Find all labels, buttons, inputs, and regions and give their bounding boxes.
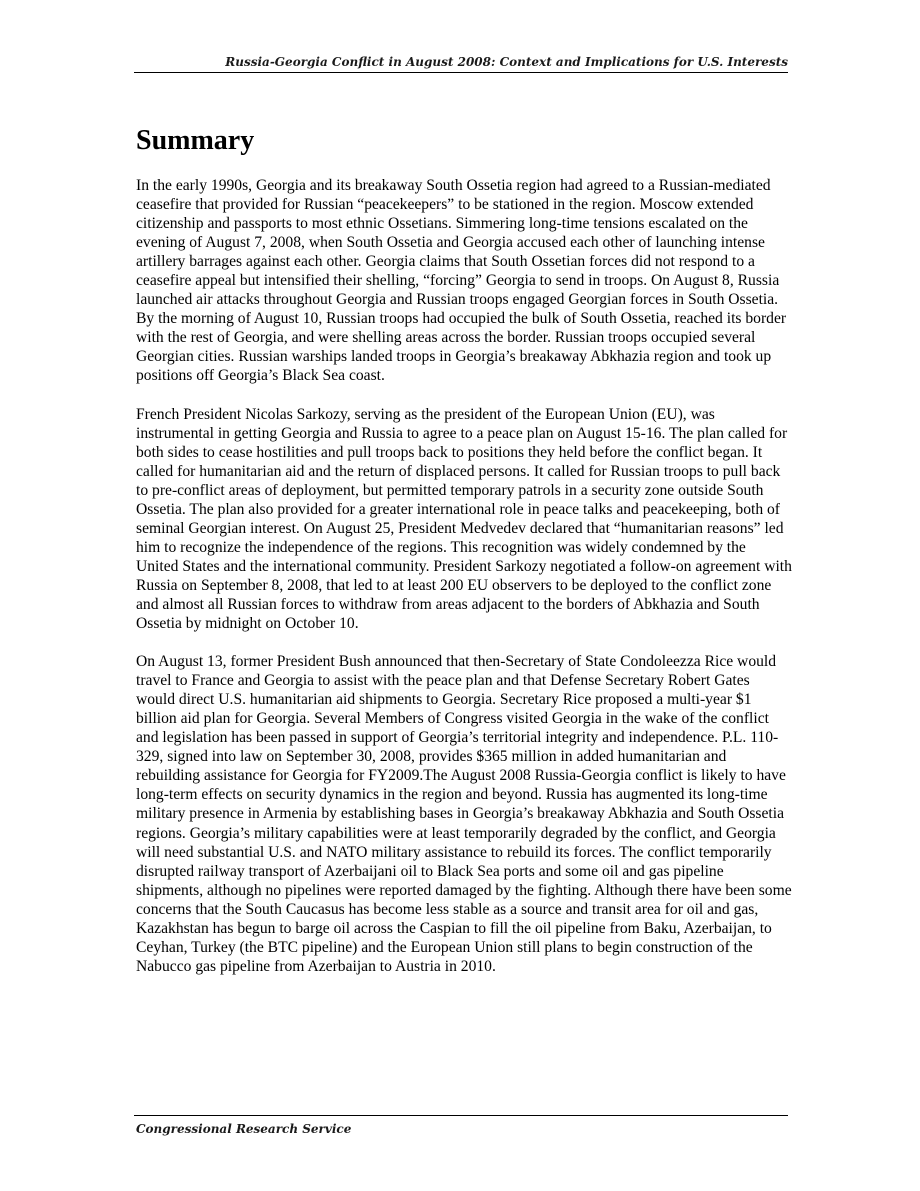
summary-paragraph-1: In the early 1990s, Georgia and its breakaway South Ossetia region had agreed to a Russian-mediated ceasefire that provided for Russian “peacekeepers” to be stationed in the region. Moscow extended citizenship and passports to most ethnic Ossetians. Simmering long-time tensions escalated on the evening of August 7, 2008, when South Ossetia and Georgia accused each other of launching intense artillery barrages against each other. Georgia claims that South Ossetian forces did not respond to a ceasefire appeal but intensified their shelling, “forcing” Georgia to send in troops. On August 8, Russia launched air attacks throughout Georgia and Russian troops engaged Georgian forces in South Ossetia. By the morning of August 10, Russian troops had occupied the bulk of South Ossetia, reached its border with the rest of Georgia, and were shelling areas across the border. Russian troops occupied several Georgian cities. Russian warships landed troops in Georgia’s breakaway Abkhazia region and took up positions off Georgia’s Black Sea coast. bbox=[136, 177, 787, 385]
summary-paragraph-3: On August 13, former President Bush announced that then-Secretary of State Condoleezza Rice would travel to France and Georgia to assist with the peace plan and that Defense Secretary Robert Gates would direct U.S. humanitarian aid shipments to Georgia. Secretary Rice proposed a multi-year $1 billion aid plan for Georgia. Several Members of Congress visited Georgia in the wake of the conflict and legislation has been passed in support of Georgia’s territorial integrity and independence. P.L. 110-329, signed into law on September 30, 2008, provides $365 million in added humanitarian and rebuilding assistance for Georgia for FY2009.The August 2008 Russia-Georgia conflict is likely to have long-term effects on security dynamics in the region and beyond. Russia has augmented its long-time military presence in Armenia by establishing bases in Georgia’s breakaway Abkhazia and South Ossetia regions. Georgia’s military capabilities were at least temporarily degraded by the conflict, and Georgia will need substantial U.S. and NATO military assistance to rebuild its forces. The conflict temporarily disrupted railway transport of Azerbaijani oil to Black Sea ports and some oil and gas pipeline shipments, although no pipelines were reported damaged by the fighting. Although there have been some concerns that the South Caucasus has become less stable as a source and transit area for oil and gas, Kazakhstan has begun to barge oil across the Caspian to fill the oil pipeline from Baku, Azerbaijan, to Ceyhan, Turkey (the BTC pipeline) and the European Union still plans to begin construction of the Nabucco gas pipeline from Azerbaijan to Austria in 2010. bbox=[136, 653, 792, 975]
running-header-title: Russia-Georgia Conflict in August 2008: Context and Implications for U.S. Interests bbox=[225, 55, 788, 69]
section-title: Summary bbox=[136, 125, 255, 156]
summary-paragraph-2: French President Nicolas Sarkozy, serving as the president of the European Union (EU), was instrumental in getting Georgia and Russia to agree to a peace plan on August 15-16. The plan called for both sides to cease hostilities and pull troops back to positions they held before the conflict began. It called for humanitarian aid and the return of displaced persons. It called for Russian troops to pull back to pre-conflict areas of deployment, but permitted temporary patrols in a security zone outside South Ossetia. The plan also provided for a greater international role in peace talks and peacekeeping, both of seminal Georgian interest. On August 25, President Medvedev declared that “humanitarian reasons” led him to recognize the independence of the regions. This recognition was widely condemned by the United States and the international community. President Sarkozy negotiated a follow-on agreement with Russia on September 8, 2008, that led to at least 200 EU observers to be deployed to the conflict zone and almost all Russian forces to withdraw from areas adjacent to the borders of Abkhazia and South Ossetia by midnight on October 10. bbox=[136, 405, 792, 633]
header-divider bbox=[134, 72, 788, 73]
summary-body bbox=[136, 176, 792, 995]
running-footer-organization: Congressional Research Service bbox=[136, 1122, 352, 1136]
footer-divider bbox=[134, 1115, 788, 1116]
